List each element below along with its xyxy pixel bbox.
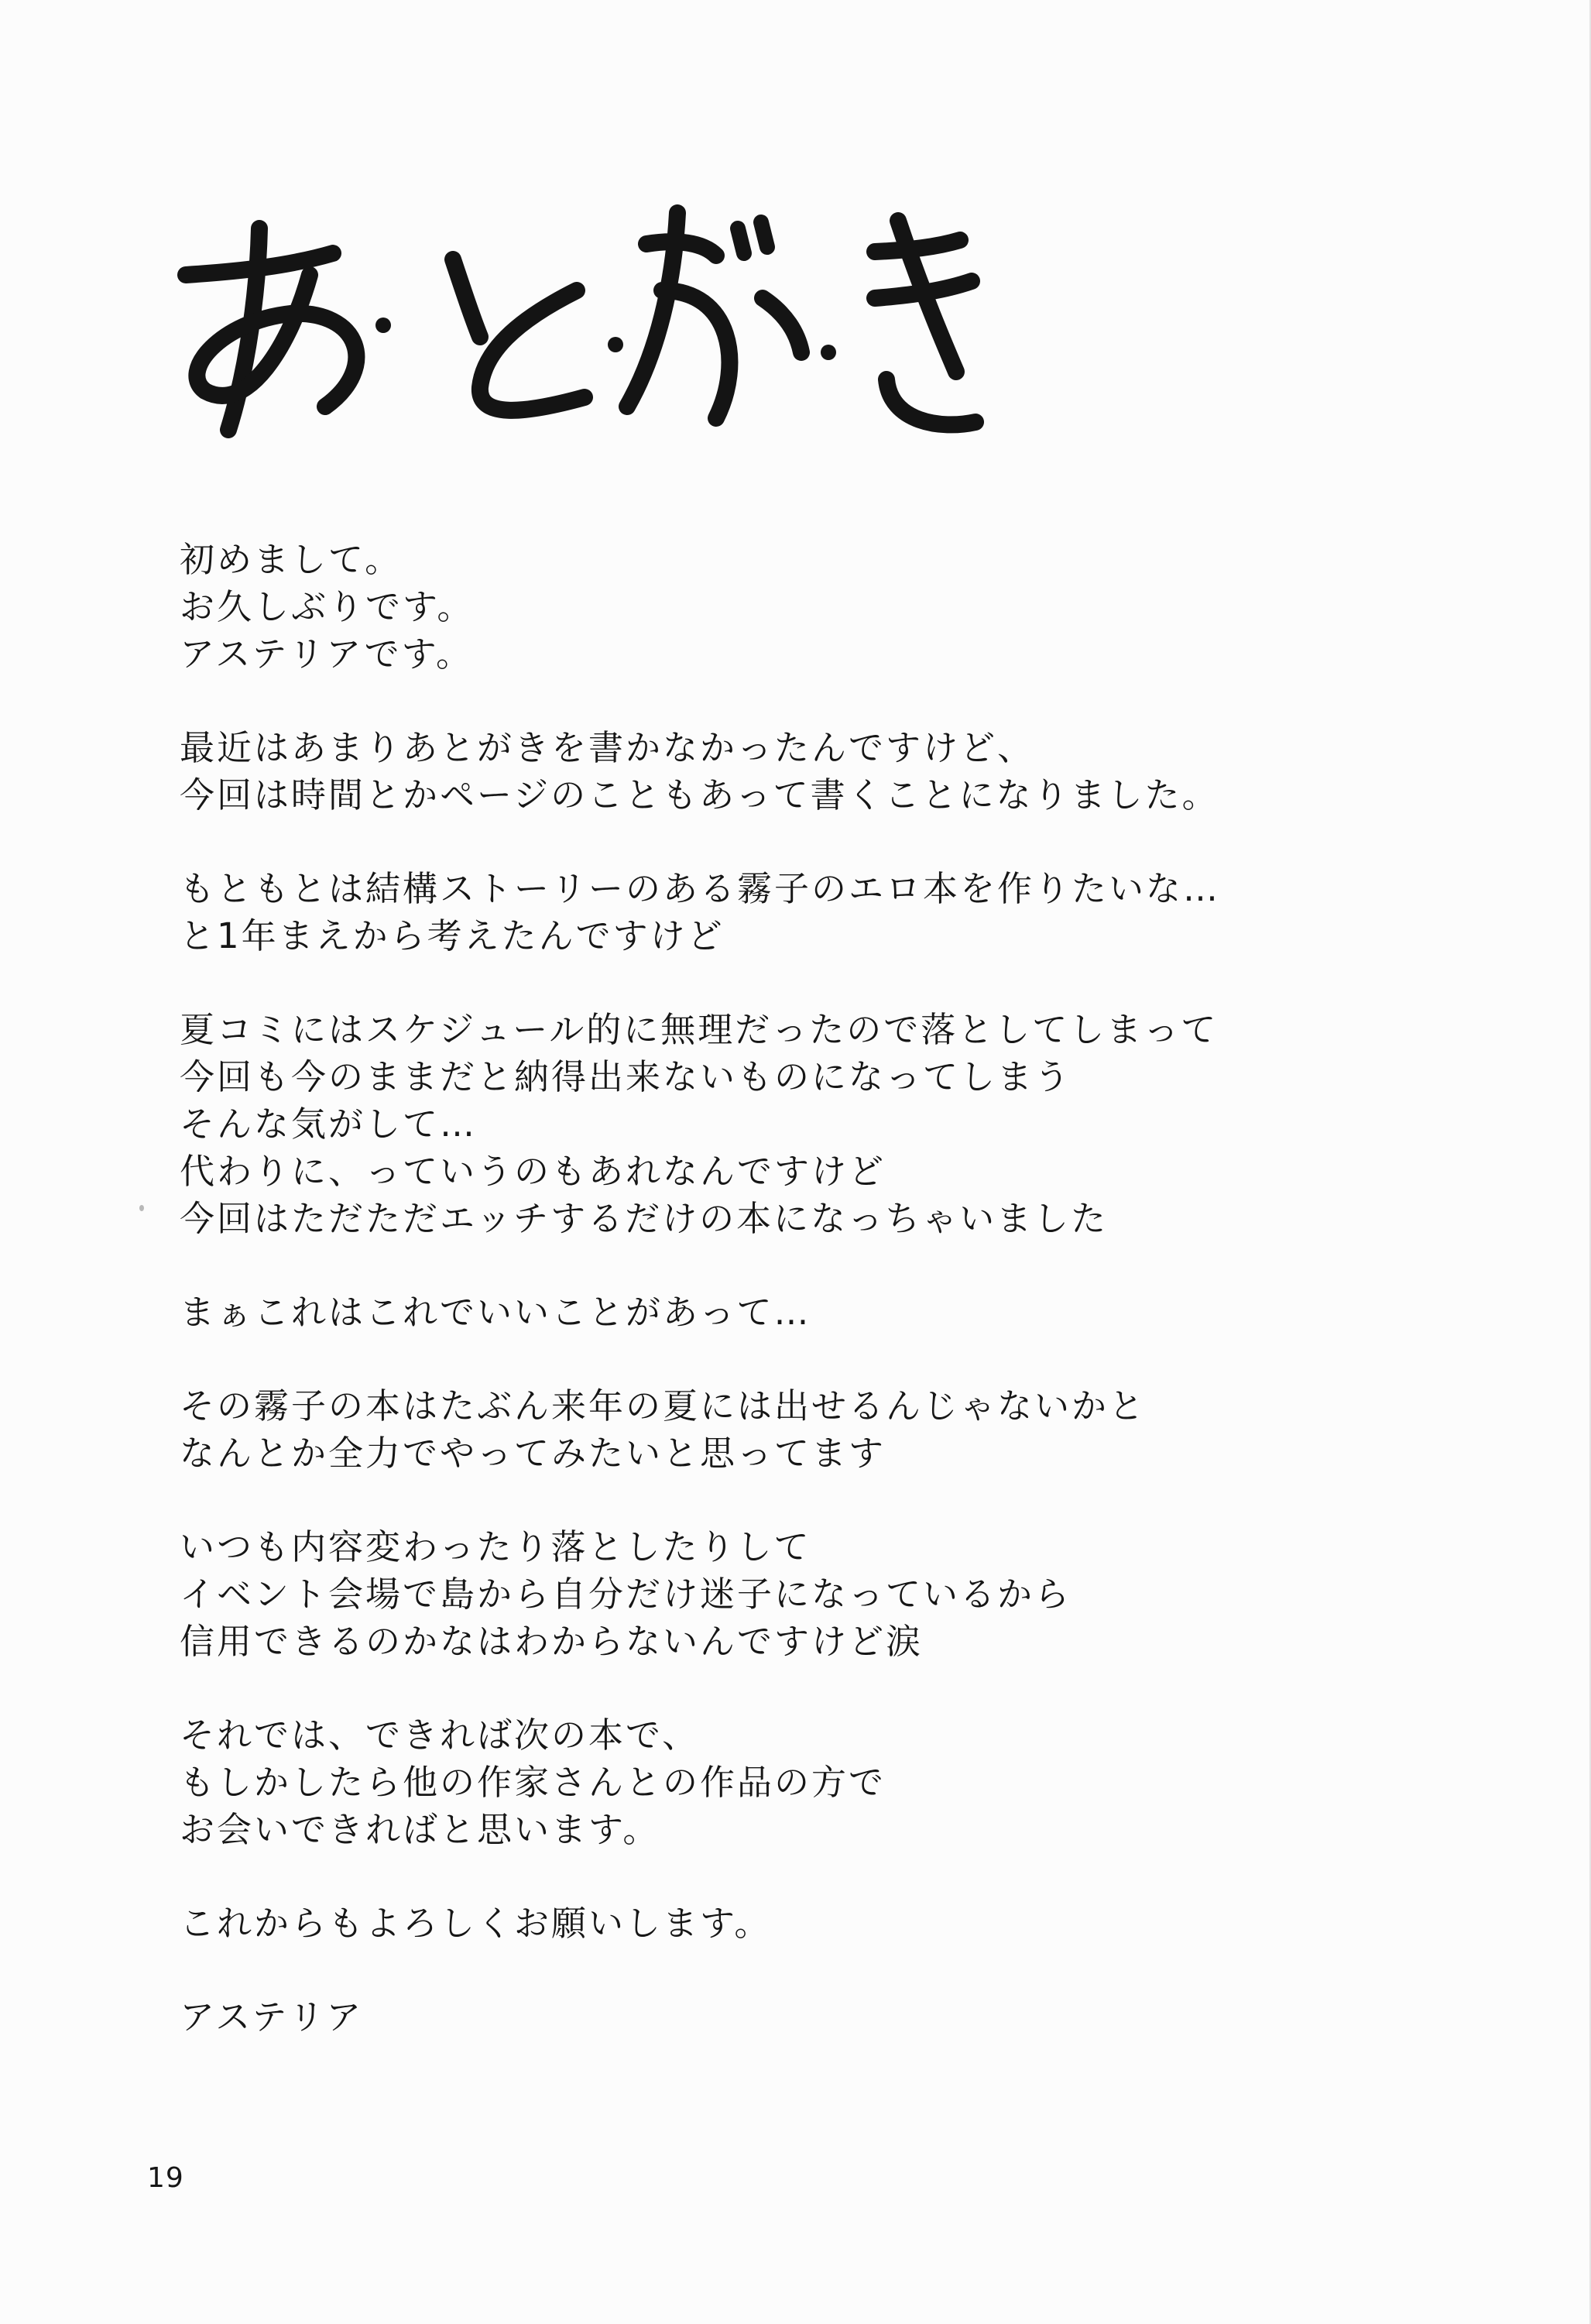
afterword-body — [180, 536, 1496, 2041]
paragraph-gap — [180, 1477, 1496, 1523]
text-line: と1年まえから考えたんですけど — [180, 915, 725, 956]
paragraph — [180, 724, 1496, 819]
paper-speck — [139, 1205, 144, 1211]
text-line: それでは、できれば次の本で、 — [180, 1715, 700, 1756]
text-line: もともとは結構ストーリーのある霧子のエロ本を作りたいな… — [180, 868, 1221, 909]
paragraph — [180, 865, 1496, 959]
title-dot — [821, 345, 836, 360]
title-stroke — [480, 290, 585, 410]
text-line: まぁこれはこれでいいことがあって… — [180, 1292, 811, 1333]
afterword-title — [174, 197, 987, 453]
paragraph-gap — [180, 1665, 1496, 1711]
text-line: お久しぶりです。 — [180, 586, 475, 627]
paragraph-gap — [180, 1336, 1496, 1382]
paragraph — [180, 1523, 1496, 1665]
text-line: 夏コミにはスケジュール的に無理だったので落としてしまって — [180, 1009, 1219, 1050]
text-line: 代わりに、っていうのもあれなんですけど — [180, 1151, 886, 1192]
title-stroke — [763, 298, 801, 352]
text-line: もしかしたら他の作家さんとの作品の方で — [180, 1762, 886, 1803]
text-line: これからもよろしくお願いします。 — [180, 1903, 772, 1944]
author-signature: アステリア — [180, 1996, 364, 2037]
paragraph — [180, 1006, 1496, 1242]
paragraph-gap — [180, 1853, 1496, 1900]
text-line: そんな気がして… — [180, 1104, 478, 1145]
paragraph — [180, 1900, 1496, 1947]
text-line: その霧子の本はたぶん来年の夏には出せるんじゃないかと — [180, 1385, 1147, 1426]
page-number: 19 — [147, 2162, 184, 2194]
paragraph — [180, 1382, 1496, 1477]
title-dot — [608, 337, 623, 352]
paragraph-gap — [180, 1947, 1496, 1993]
title-stroke — [738, 228, 744, 253]
handwritten-title-art — [174, 197, 987, 453]
paragraph-gap — [180, 1242, 1496, 1289]
text-line: いつも内容変わったり落としたりして — [180, 1526, 811, 1567]
paragraph — [180, 1289, 1496, 1336]
text-line: イベント会場で島から自分だけ迷子になっているから — [180, 1574, 1072, 1615]
title-stroke — [761, 222, 767, 247]
text-line: 信用できるのかなはわからないんですけど涙 — [180, 1621, 924, 1662]
text-line: 今回も今のままだと納得出来ないものになってしまう — [180, 1056, 1072, 1097]
title-stroke — [875, 240, 960, 252]
text-line: アステリアです。 — [180, 633, 474, 675]
text-line: 今回は時間とかページのこともあって書くことになりました。 — [180, 774, 1219, 815]
title-dot — [375, 318, 391, 333]
paragraph-gap — [180, 959, 1496, 1006]
title-stroke — [886, 379, 976, 424]
paragraph-gap — [180, 678, 1496, 724]
text-line: お会いできればと思います。 — [180, 1809, 660, 1850]
text-line: なんとか全力でやってみたいと思ってます — [180, 1433, 886, 1474]
text-line: 今回はただただエッチするだけの本になっちゃいました — [180, 1198, 1109, 1239]
signature — [180, 1993, 1496, 2041]
text-line: 最近はあまりあとがきを書かなかったんですけど、 — [180, 727, 1035, 768]
text-line: 初めまして。 — [180, 539, 403, 580]
title-stroke — [197, 275, 356, 407]
title-stroke — [453, 259, 480, 337]
paragraph-gap — [180, 819, 1496, 865]
paragraph — [180, 536, 1496, 678]
paragraph — [180, 1711, 1496, 1853]
